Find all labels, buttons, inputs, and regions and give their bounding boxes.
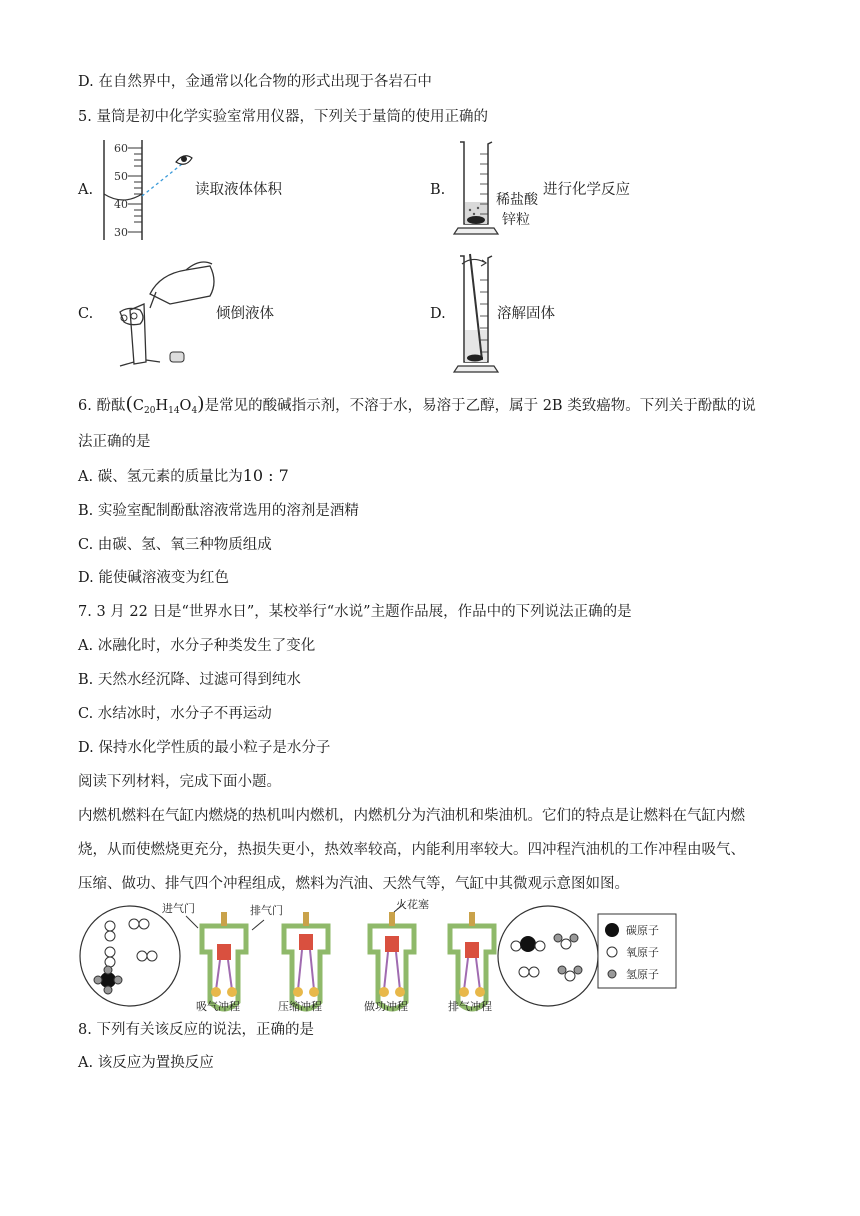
eye-icon (176, 156, 192, 165)
q7-option-c: C. 水结冰时，水分子不再运动 (78, 706, 272, 722)
engine-micro-diagram (78, 898, 678, 1016)
stroke-label: 吸气冲程 (196, 1000, 240, 1013)
pouring-liquid-figure (100, 252, 220, 368)
q5-option-c-text: 倾倒液体 (216, 306, 274, 322)
mass-ratio: 10 : 7 (242, 466, 289, 485)
q8-option-a: A. 该反应为置换反应 (78, 1055, 214, 1071)
q5-option-d-text: 溶解固体 (497, 306, 555, 322)
q6-stem-line2: 法正确的是 (78, 434, 151, 450)
q6-prefix: 6. 酚酞 (78, 398, 126, 414)
reading-intro: 阅读下列材料，完成下面小题。 (78, 774, 281, 790)
stroke-label: 做功冲程 (364, 1000, 408, 1013)
stroke-label: 压缩冲程 (278, 1000, 322, 1013)
q6-option-b: B. 实验室配制酚酞溶液常选用的溶剂是酒精 (78, 503, 359, 519)
q8-stem: 8. 下列有关该反应的说法，正确的是 (78, 1022, 314, 1038)
q5-option-b-text: 进行化学反应 (543, 182, 630, 198)
reading-para-line3: 压缩、做功、排气四个冲程组成，燃料为汽油、天然气等，气缸中其微观示意图如图。 (78, 876, 629, 892)
q5-option-a-letter: A. (78, 182, 94, 198)
q6-option-c: C. 由碳、氢、氧三种物质组成 (78, 537, 272, 553)
intake-valve-label: 进气门 (162, 902, 195, 915)
formula-c-count: 20 (143, 406, 156, 416)
legend-hydrogen: 氢原子 (626, 968, 659, 981)
formula-c: C (132, 398, 144, 414)
legend-carbon: 碳原子 (626, 924, 659, 937)
exhaust-valve-label: 排气门 (250, 904, 283, 917)
zinc-label: 锌粒 (502, 212, 530, 228)
legend-oxygen: 氧原子 (626, 946, 659, 959)
q6-stem-line1: 6. 酚酞$(C_{20}H_{14}O_4)$是常见的酸碱指示剂，不溶于水，易溶于乙醇，属于 2B 类致癌物。下列关于酚酞的说 (78, 393, 756, 416)
tick-label: 50 (114, 170, 128, 183)
reading-para-line1: 内燃机燃料在气缸内燃烧的热机叫内燃机，内燃机分为汽油机和柴油机。它们的特点是让燃料在气缸内燃 (78, 808, 745, 824)
q4-option-d: D. 在自然界中，金通常以化合物的形式出现于各岩石中 (78, 74, 432, 90)
formula-o-count: 4 (191, 406, 198, 416)
q5-option-b-letter: B. (430, 182, 446, 198)
q7-option-b: B. 天然水经沉降、过滤可得到纯水 (78, 672, 301, 688)
reading-para-line2: 烧，从而使燃烧更充分，热损失更小，热效率较高，内能利用率较大。四冲程汽油机的工作冲程由吸气、 (78, 842, 745, 858)
q7-option-d: D. 保持水化学性质的最小粒子是水分子 (78, 740, 331, 756)
spark-plug-label: 火花塞 (396, 898, 429, 911)
tick-label: 60 (114, 142, 128, 155)
q6-suffix: 是常见的酸碱指示剂，不溶于水，易溶于乙醇，属于 2B 类致癌物。下列关于酚酞的说 (204, 398, 756, 414)
tick-label: 40 (114, 198, 128, 211)
q7-option-a: A. 冰融化时，水分子种类发生了变化 (78, 638, 316, 654)
q5-option-d-letter: D. (430, 306, 446, 322)
formula-h-count: 14 (168, 406, 180, 416)
cylinder-reading-figure (96, 138, 206, 242)
stroke-label: 排气冲程 (448, 1000, 492, 1013)
formula-h: H (155, 398, 169, 414)
q6-option-d: D. 能使碱溶液变为红色 (78, 570, 229, 586)
q7-stem: 7. 3 月 22 日是“世界水日”，某校举行“水说”主题作品展，作品中的下列说法正确的是 (78, 604, 632, 620)
engine-cylinder-group (202, 912, 494, 1009)
q5-option-c-letter: C. (78, 306, 94, 322)
tick-label: 30 (114, 226, 128, 239)
q6-option-a (78, 466, 289, 487)
hcl-label: 稀盐酸 (496, 192, 538, 208)
q6-option-a-text: A. 碳、氢元素的质量比为 (78, 469, 243, 485)
q5-stem: 5. 量筒是初中化学实验室常用仪器，下列关于量筒的使用正确的 (78, 109, 488, 125)
q5-option-a-text: 读取液体体积 (195, 182, 282, 198)
formula-o: O (179, 398, 192, 414)
